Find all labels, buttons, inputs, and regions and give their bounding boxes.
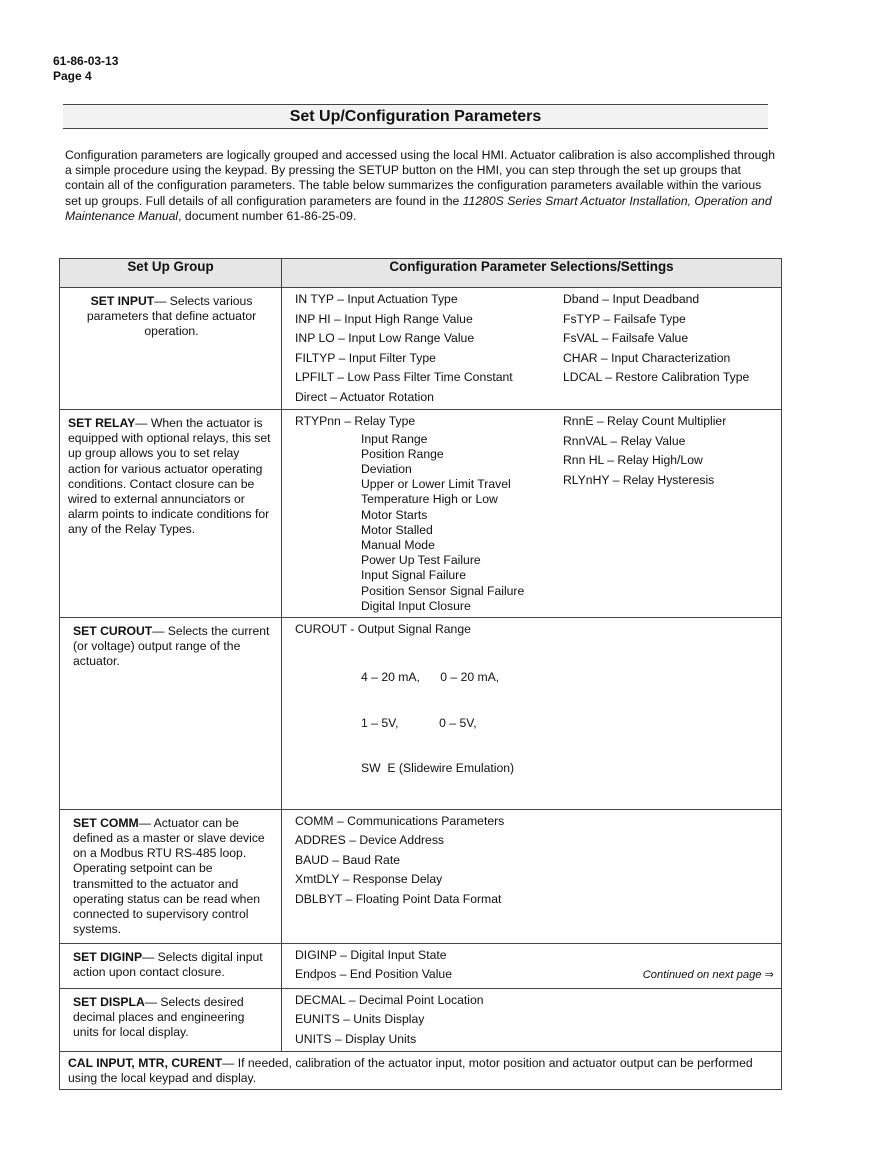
param-item: Rnn HL – Relay High/Low xyxy=(563,453,703,467)
params-cell xyxy=(282,809,782,943)
page-number: Page 4 xyxy=(53,69,92,83)
param-item: RLYnHY – Relay Hysteresis xyxy=(563,472,715,487)
list-item: 4 – 20 mA, 0 – 20 mA, xyxy=(361,669,500,684)
dash: — xyxy=(142,949,155,964)
group-desc-text: Actuator can be defined as a master or slave device on a Modbus RTU RS-485 loop. Operating setpoint can be transmitted to the actuator and operating status can be read when connected to supervisory control systems. xyxy=(73,815,265,937)
group-name: SET COMM xyxy=(73,815,139,830)
intro-text: Configuration parameters are logically grouped and accessed using the local HMI. Actuator calibration is also accomplished through a simple procedure using the keypad. By pressing the SETUP button on the HMI, you can step through the set up groups that contain all of the configuration parameters. The table below summarizes the configuration parameters available within the various set up groups. Full details of all configuration parameters are found in the xyxy=(65,148,775,208)
param-item: DECMAL – Decimal Point Location xyxy=(295,992,484,1007)
param-item: RnnVAL – Relay Value xyxy=(563,433,686,448)
group-desc-text: Selects digital input action upon contact closure. xyxy=(73,949,263,979)
table-row xyxy=(60,943,782,988)
param-item: INP HI – Input High Range Value xyxy=(295,311,473,326)
table-header-row xyxy=(60,259,782,288)
group-cell xyxy=(60,618,282,810)
params-cell xyxy=(282,618,782,810)
dash: — xyxy=(135,416,148,430)
param-item: EUNITS – Units Display xyxy=(295,1012,425,1027)
continued-text: Continued on next page xyxy=(642,969,762,981)
list-item: Deviation xyxy=(361,461,412,476)
page-header xyxy=(53,54,118,84)
param-item: FsTYP – Failsafe Type xyxy=(563,311,686,326)
list-item: Input Range xyxy=(361,431,428,446)
param-item: CUROUT - Output Signal Range xyxy=(295,622,471,636)
group-desc-text: Selects the current (or voltage) output range of the actuator. xyxy=(73,624,270,669)
group-desc-text: Selects desired decimal places and engineering units for local display. xyxy=(73,994,245,1040)
list-item: SW E (Slidewire Emulation) xyxy=(361,761,515,776)
group-cell xyxy=(60,288,282,410)
section-title: Set Up/Configuration Parameters xyxy=(63,104,768,129)
group-name: SET DIGINP xyxy=(73,949,143,964)
dash: — xyxy=(154,294,167,308)
group-cell xyxy=(60,943,282,988)
group-cell xyxy=(60,809,282,943)
param-item: RnnE – Relay Count Multiplier xyxy=(563,414,727,428)
group-cell xyxy=(60,988,282,1052)
relay-type-list xyxy=(295,432,563,614)
param-item: FILTYP – Input Filter Type xyxy=(295,350,436,365)
table-row xyxy=(60,988,782,1052)
param-item: UNITS – Display Units xyxy=(295,1031,417,1046)
group-description xyxy=(60,810,281,942)
list-item: Position Range xyxy=(361,446,444,461)
right-arrow-icon: ⇒ xyxy=(764,969,774,981)
param-item: Direct – Actuator Rotation xyxy=(295,389,434,404)
dash: — xyxy=(144,994,157,1009)
list-item: Upper or Lower Limit Travel xyxy=(361,477,511,492)
group-name: SET CUROUT xyxy=(73,624,153,638)
output-range-list xyxy=(295,640,563,807)
dash: — xyxy=(152,624,165,638)
group-desc-text: Selects various parameters that define actuator operation. xyxy=(86,294,257,339)
group-description xyxy=(60,618,281,674)
list-item: Power Up Test Failure xyxy=(361,553,481,568)
param-item: LDCAL – Restore Calibration Type xyxy=(563,370,750,384)
param-item: COMM – Communications Parameters xyxy=(295,813,505,828)
param-item: BAUD – Baud Rate xyxy=(295,852,401,867)
dash: — xyxy=(138,815,151,830)
list-item: Temperature High or Low xyxy=(361,492,498,507)
param-item: LPFILT – Low Pass Filter Time Constant xyxy=(295,370,513,384)
params-cell xyxy=(282,288,782,410)
params-cell xyxy=(282,410,782,618)
table-row xyxy=(60,809,782,943)
continued-note xyxy=(560,968,774,981)
group-name: SET RELAY xyxy=(68,416,136,430)
param-item: IN TYP – Input Actuation Type xyxy=(295,292,458,306)
params-cell xyxy=(282,988,782,1052)
column-header-params: Configuration Parameter Selections/Settings xyxy=(282,259,782,288)
group-description xyxy=(60,410,281,542)
intro-paragraph xyxy=(65,148,777,224)
param-item: CHAR – Input Characterization xyxy=(563,350,731,365)
calibration-cell xyxy=(60,1052,782,1090)
list-item: Manual Mode xyxy=(361,537,435,552)
param-item: RTYPnn – Relay Type xyxy=(295,414,416,428)
group-desc-text: When the actuator is equipped with optional relays, this set up group allows you to set relay action for various actuator operating conditions. Contact closure can be wired to external annunciators or alarm points to indicate conditions for any of the Relay Types. xyxy=(68,416,271,537)
list-item: Motor Stalled xyxy=(361,522,433,537)
param-item: XmtDLY – Response Delay xyxy=(295,872,443,887)
table-row xyxy=(60,1052,782,1090)
param-item: ADDRES – Device Address xyxy=(295,833,445,848)
group-description xyxy=(60,944,281,984)
group-description xyxy=(60,989,281,1045)
column-header-group: Set Up Group xyxy=(60,259,282,288)
group-name: CAL INPUT, MTR, CURENT xyxy=(68,1056,223,1071)
list-item: Input Signal Failure xyxy=(361,568,467,583)
list-item: Position Sensor Signal Failure xyxy=(361,583,525,598)
param-item: Endpos – End Position Value xyxy=(295,967,452,982)
list-item: Motor Starts xyxy=(361,507,428,522)
group-desc-text: If needed, calibration of the actuator input, motor position and actuator output can be performed using the local keypad and display. xyxy=(68,1056,753,1086)
list-item: 1 – 5V, 0 – 5V, xyxy=(361,715,477,730)
table-row xyxy=(60,410,782,618)
group-description xyxy=(60,288,281,344)
param-item: INP LO – Input Low Range Value xyxy=(295,331,475,345)
config-table xyxy=(59,258,782,1090)
param-item: DBLBYT – Floating Point Data Format xyxy=(295,891,502,906)
calibration-description xyxy=(60,1052,781,1088)
group-name: SET DISPLA xyxy=(73,994,145,1009)
manual-title: 11280S Series Smart Actuator Installation, Operation and Maintenance Manual xyxy=(65,193,772,223)
document-number: 61-86-03-13 xyxy=(53,54,119,68)
dash: — xyxy=(222,1056,235,1071)
param-item: DIGINP – Digital Input State xyxy=(295,947,447,962)
table-row xyxy=(60,288,782,410)
params-cell xyxy=(282,943,782,988)
list-item: Digital Input Closure xyxy=(361,598,471,613)
param-item: Dband – Input Deadband xyxy=(563,292,700,306)
group-name: SET INPUT xyxy=(90,294,155,308)
param-item: FsVAL – Failsafe Value xyxy=(563,331,689,345)
group-cell xyxy=(60,410,282,618)
intro-text-end: , document number 61-86-25-09. xyxy=(178,208,357,223)
table-row xyxy=(60,618,782,810)
